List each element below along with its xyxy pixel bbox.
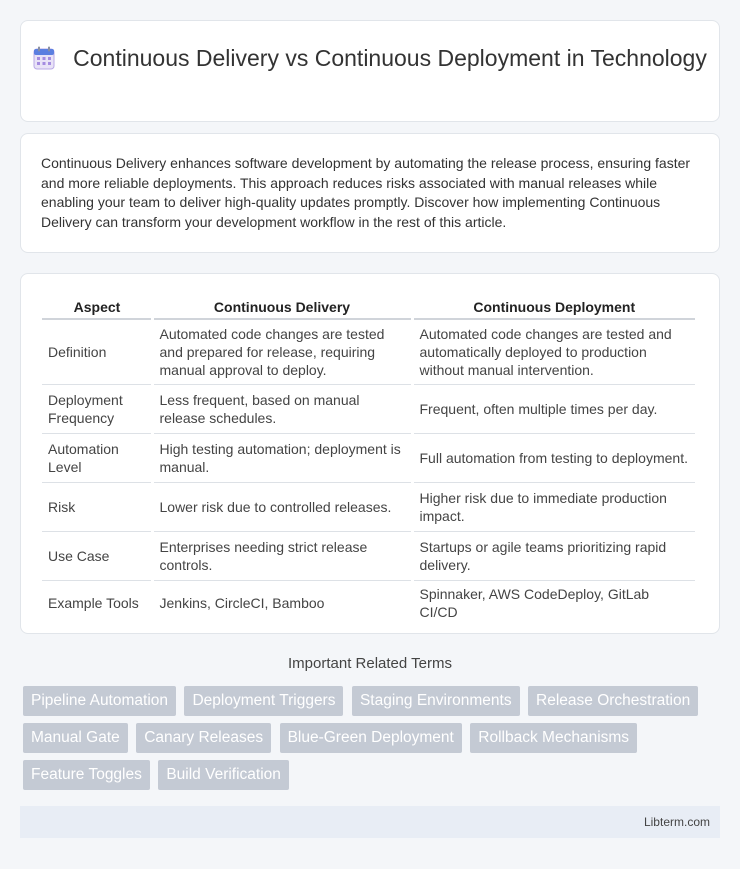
table-header-row [42, 296, 697, 319]
term-tag[interactable]: Feature Toggles [23, 760, 150, 790]
table-row [42, 319, 697, 384]
row-deployment: Automated code changes are tested and automatically deployed to production without manual intervention. [412, 319, 697, 384]
title-wrap [21, 44, 719, 73]
row-aspect: Risk [42, 482, 152, 531]
row-delivery: Automated code changes are tested and prepared for release, requiring manual approval to deploy. [152, 319, 412, 384]
intro-card [20, 133, 720, 253]
row-delivery: Lower risk due to controlled releases. [152, 482, 412, 531]
footer-site-link[interactable]: Libterm.com [643, 815, 710, 829]
row-aspect: Example Tools [42, 580, 152, 625]
table-row [42, 531, 697, 580]
term-tag[interactable]: Deployment Triggers [184, 686, 343, 716]
term-tag[interactable]: Canary Releases [136, 723, 271, 753]
table-row [42, 433, 697, 482]
term-tag[interactable]: Build Verification [158, 760, 289, 790]
row-delivery: High testing automation; deployment is manual. [152, 433, 412, 482]
row-deployment: Startups or agile teams prioritizing rapid delivery. [412, 531, 697, 580]
comparison-card [20, 273, 720, 634]
table-row [42, 482, 697, 531]
term-tag[interactable]: Pipeline Automation [23, 686, 176, 716]
row-delivery: Enterprises needing strict release controls. [152, 531, 412, 580]
footer [20, 806, 720, 838]
term-tag[interactable]: Rollback Mechanisms [470, 723, 637, 753]
intro-text: Continuous Delivery enhances software development by automating the release process, ensuring faster and more reliable deployments. This approach reduces risks associated with manual releases while enabling your team to deliver high-quality updates promptly. Discover how implementing Continuous Delivery can transform your development workflow in the rest of this article. [41, 155, 691, 230]
comparison-table [42, 296, 698, 625]
table-row [42, 384, 697, 433]
row-deployment: Spinnaker, AWS CodeDeploy, GitLab CI/CD [412, 580, 697, 625]
row-delivery: Less frequent, based on manual release schedules. [152, 384, 412, 433]
term-tag[interactable]: Staging Environments [352, 686, 520, 716]
term-tag[interactable]: Release Orchestration [528, 686, 698, 716]
term-tag[interactable]: Blue-Green Deployment [280, 723, 462, 753]
row-aspect: Definition [42, 319, 152, 384]
page-title: Continuous Delivery vs Continuous Deployment in Technology [73, 45, 707, 71]
header-continuous-delivery: Continuous Delivery [152, 296, 412, 319]
related-terms-list [23, 686, 723, 797]
calendar-icon [33, 46, 55, 70]
term-tag[interactable]: Manual Gate [23, 723, 128, 753]
header-aspect: Aspect [42, 296, 152, 319]
row-deployment: Full automation from testing to deployment. [412, 433, 697, 482]
row-deployment: Frequent, often multiple times per day. [412, 384, 697, 433]
row-aspect: Automation Level [42, 433, 152, 482]
table-row [42, 580, 697, 625]
header-continuous-deployment: Continuous Deployment [412, 296, 697, 319]
row-deployment: Higher risk due to immediate production impact. [412, 482, 697, 531]
row-delivery: Jenkins, CircleCI, Bamboo [152, 580, 412, 625]
row-aspect: Use Case [42, 531, 152, 580]
related-terms-heading: Important Related Terms [288, 655, 452, 672]
row-aspect: Deployment Frequency [42, 384, 152, 433]
title-card [20, 20, 720, 122]
